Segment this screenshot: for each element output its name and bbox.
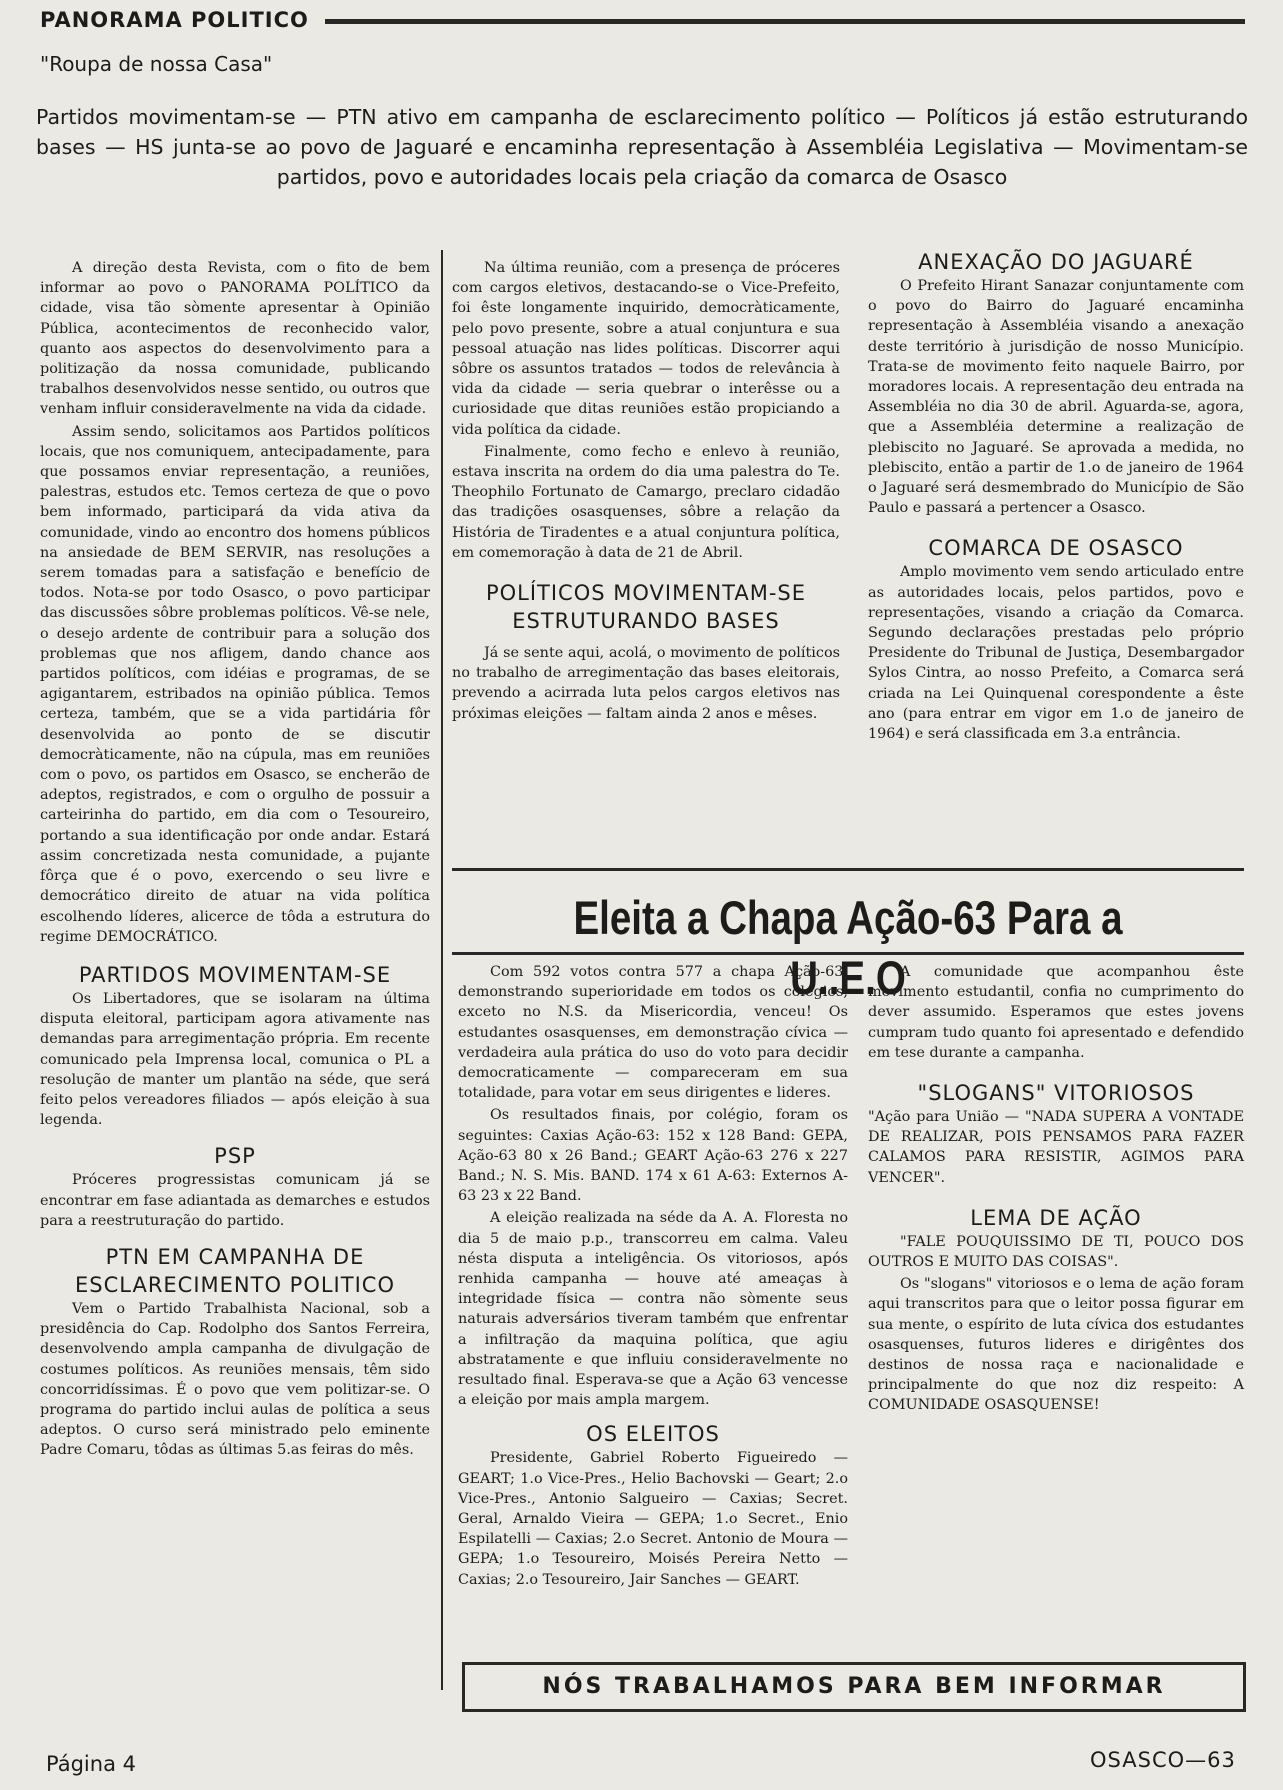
column-1 <box>40 258 430 1461</box>
slogans-title: "SLOGANS" VITORIOSOS <box>917 1081 1195 1106</box>
ptn-title: PTN EM CAMPANHA DE ESCLARECIMENTO POLITICO <box>75 1244 395 1297</box>
eleitos-text: Presidente, Gabriel Roberto Figueiredo — GEART; 1.o Vice-Pres., Helio Bachovski — Geart; 2.o Vice-Pres., Antonio Salgueiro — Caxias; Secret. Geral, Arnaldo Vieira — GEPA; 1.o Secret., Enio Espilatelli — Caxias; 2.o Secret. Antonio de Moura — GEPA; 1.o Tesoureiro, Moisés Pereira Netto — Caxias; 2.o Tesoureiro, Jair Sanches — GEART. <box>458 1450 848 1588</box>
boxed-slogan <box>462 1662 1246 1712</box>
chapa-paragraph: Com 592 votos contra 577 a chapa Ação-63, demonstrando superioridade em todos os colégios, exceto no N.S. da Misericordia, venceu! Os estudantes osasquenses, em demonstração cívica — verdadeira aula prática do uso do voto para decidir democraticamente — compareceram em sua totalidade, para votar em seus dirigentes e lideres. <box>458 964 848 1102</box>
intro-paragraph: Assim sendo, solicitamos aos Partidos políticos locais, que nos comuniquem, antecipadamente, para que possamos enviar representação, a reuniões, palestras, estudos etc. Temos certeza de que o povo bem informado, participará da vida ativa da comunidade, vindo ao encontro dos homens públicos na ansiedade de BEM SERVIR, nas resoluções a serem tomadas para a satisfação e benefício de todos. Nota-se por todo Osasco, o povo participar das discussões sôbre problemas políticos. Vê-se nele, o desejo ardente de contribuir para a solução dos problemas que nos afligem, dando chance aos partidos políticos, com idéias e programas, de se agigantarem, estribados na opinião pública. Temos certeza, também, que se a vida partidária fôr desenvolvida ao ponto de se discutir democràticamente, não na cúpula, mas em reuniões com o povo, os partidos em Osasco, se encherão de adeptos, registrados, e com o orgulho de possuir a carteirinha do partido, em dia com o Tesoureiro, portando a sua identificação por onde andar. Estará assim concretizada nesta comunidade, a pujante fôrça que é o povo, exercendo o seu livre e democrático direito de atuar na vida política escolhendo líderes, alicerce de tôda a estrutura do regime DEMOCRÁTICO. <box>40 423 430 945</box>
column-divider <box>441 250 443 1690</box>
section-name: PANORAMA POLITICO <box>40 8 309 32</box>
boxed-slogan-text: NÓS TRABALHAMOS PARA BEM INFORMAR <box>542 1674 1166 1699</box>
reuniao-paragraph: Na última reunião, com a presença de próceres com cargos eletivos, destacando-se o Vice-Prefeito, foi êste longamente inquirido, democràticamente, pelo povo presente, sobre a atual conjuntura e sua pessoal atuação nas lides políticas. Discorrer aqui sôbre os assuntos tratados — todos de relevância à vida da cidade — seria quebrar o interêsse ou a curiosidade que ditas reuniões estão propiciando a vida política da cidade. <box>452 260 840 438</box>
chapa-left-column <box>458 962 848 1590</box>
ptn-text: Vem o Partido Trabalhista Nacional, sob a presidência do Cap. Rodolpho dos Santos Ferreira, desenvolvendo ampla campanha de divulgação de costumes políticos. As reuniões mensais, têm sido concorridíssimas. É o povo que vem politizar-se. O programa do partido inclui aulas de política a seus adeptos. O curso será ministrado pelo eminente Padre Comaru, tôdas as últimas 5.as feiras do mês. <box>40 1300 430 1459</box>
column-3 <box>868 248 1244 744</box>
intro-paragraph: A direção desta Revista, com o fito de bem informar ao povo o PANORAMA POLÍTICO da cidade, visa tão sòmente apresentar à Opinião Pública, acontecimentos de reconhecido valor, quanto aos aspectos do desenvolvimento para a politização da nossa comunidade, publicando trabalhos desenvolvidos nesse sentido, ou outros que venham influir consideravelmente na vida da cidade. <box>40 260 430 418</box>
slogans-text: "Ação para União — "NADA SUPERA A VONTADE DE REALIZAR, POIS PENSAMOS PARA FAZER CALAMOS PARA RESISTIR, AGIMOS PARA VENCER". <box>868 1109 1244 1186</box>
eleitos-title: OS ELEITOS <box>586 1422 720 1447</box>
column-2 <box>452 258 840 724</box>
psp-title: PSP <box>214 1144 256 1169</box>
lema-title: LEMA DE AÇÃO <box>970 1205 1142 1230</box>
partidos-title: PARTIDOS MOVIMENTAM-SE <box>78 962 392 987</box>
psp-text: Próceres progressistas comunicam já se encontrar em fase adiantada as demarches e estudos para a reestruturação do partido. <box>40 1172 430 1229</box>
top-rule <box>325 19 1245 24</box>
lema-text: Os "slogans" vitoriosos e o lema de ação foram aqui transcritos para que o leitor possa figurar em sua mente, o espírito de luta cívica dos estudantes osasquenses, futuros lideres e dirigêntes dos destinos de nossa raça e nacionalidade e principalmente do que noz diz respeito: A COMUNIDADE OSASQUENSE! <box>868 1276 1244 1414</box>
page-number: Página 4 <box>46 1752 136 1776</box>
section-rule <box>452 868 1244 871</box>
politicos-text: Já se sente aqui, acolá, o movimento de políticos no trabalho de arregimentação das bases eleitorais, prevendo a acirrada luta pelos cargos eletivos nas próximas eleições — faltam ainda 2 anos e mêses. <box>452 645 840 722</box>
subtitle: "Roupa de nossa Casa" <box>40 52 273 76</box>
anexacao-text: O Prefeito Hirant Sanazar conjuntamente com o povo do Bairro do Jaguaré encaminha representação à Assembléia visando a anexação deste território à jurisdição de nosso Município. Trata-se de movimento feito naquele Bairro, por moradores locais. A representação deu entrada na Assembléia no dia 30 de abril. Aguarda-se, agora, que a Assembléia determine a realização de plebiscito no Jaguaré. Se aprovada a medida, no plebiscito, então a partir de 1.o de janeiro de 1964 o Jaguaré será desmembrado do Município de São Paulo e passará a pertencer a Osasco. <box>868 278 1244 517</box>
main-headline: Partidos movimentam-se — PTN ativo em campanha de esclarecimento político — Políticos já estão estruturando bases — HS junta-se ao povo de Jaguaré e encaminha representação à Assembléia Legislativa — Movimentam-se partidos, povo e autoridades locais pela criação da comarca de Osasco <box>36 105 1248 189</box>
partidos-text: Os Libertadores, que se isolaram na última disputa eleitoral, participam agora ativamente nas demandas para arregimentação própria. Em recente comunicado pela Imprensa local, comunica o PL a resolução de manter um plantão na séde, que será feito pelos vereadores filiados — após eleição à sua legenda. <box>40 990 430 1129</box>
publication-name: OSASCO—63 <box>1090 1748 1236 1772</box>
comarca-title: COMARCA DE OSASCO <box>928 536 1184 561</box>
chapa-right-column <box>868 962 1244 1416</box>
anexacao-title: ANEXAÇÃO DO JAGUARÉ <box>918 250 1194 274</box>
reuniao-paragraph: Finalmente, como fecho e enlevo à reunião, estava inscrita na ordem do dia uma palestra do Te. Theophilo Fortunato de Camargo, preclaro cidadão das tradições osasquenses, sôbre a relação da História de Tiradentes e a atual conjuntura política, em comemoração à data de 21 de Abril. <box>452 443 840 561</box>
chapa-paragraph: A eleição realizada na séde da A. A. Floresta no dia 5 de maio p.p., transcorreu em calma. Valeu nésta disputa a inteligência. Os vitoriosos, após renhida campanha — houve até ameaças à integridade física — contra não sòmente seus naturais adversários tiveram também que enfrentar a infiltração da maquina política, que agiu abstratamente e que influiu consideravelmente no resultado final. Esperava-se que a Ação 63 vencesse a eleição por mais ampla margem. <box>458 1210 848 1409</box>
politicos-title: POLÍTICOS MOVIMENTAM-SE ESTRUTURANDO BASES <box>485 581 807 634</box>
chapa-headline: Eleita a Chapa Ação-63 Para a U..E.O <box>573 891 1123 1004</box>
comarca-text: Amplo movimento vem sendo articulado entre as autoridades locais, pelos partidos, povo e representações, visando a criação da Comarca. Segundo declarações prestadas pelo próprio Presidente do Tribunal de Justiça, Desembargador Sylos Cintra, ao nosso Prefeito, a Comarca será criada na Lei Quinquenal corespondente a êste ano (para entrar em vigor em 1.o de janeiro de 1964) e será classificada em 3.a entrância. <box>868 564 1244 743</box>
lema-quote: "FALE POUQUISSIMO DE TI, POUCO DOS OUTROS E MUITO DAS COISAS". <box>868 1233 1244 1271</box>
chapa-paragraph: Os resultados finais, por colégio, foram os seguintes: Caxias Ação-63: 152 x 128 Band: GEPA, Ação-63 80 x 26 Band.; GEART Ação-63 276 x 227 Band.; N. S. Mis. BAND. 174 x 61 A-63: Externos A-63 23 x 22 Band. <box>458 1107 848 1205</box>
slogans-intro: A comunidade que acompanhou êste movimento estudantil, confia no cumprimento do dever assumido. Esperamos que estes jovens cumpram tudo quanto foi apresentado e defendido em tese durante a campanha. <box>868 964 1244 1061</box>
